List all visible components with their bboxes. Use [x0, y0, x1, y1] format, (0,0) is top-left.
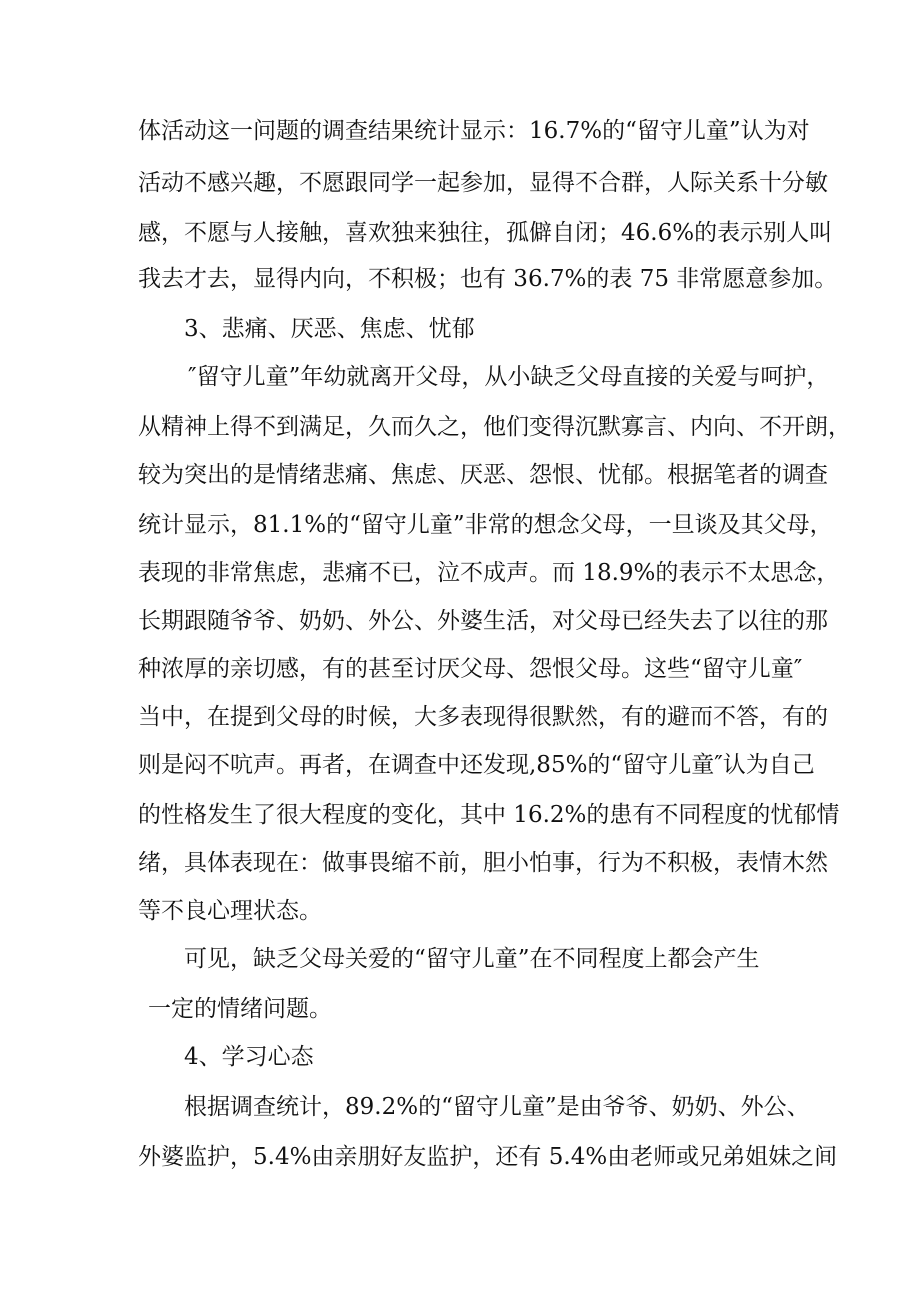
paragraph-line: 表现的非常焦虑，悲痛不已，泣不成声。而 18.9%的表示不太思念， [138, 560, 840, 586]
paragraph-line: 体活动这一问题的调查结果统计显示：16.7%的“留守儿童”认为对 [138, 118, 810, 144]
paragraph-line: 感，不愿与人接触，喜欢独来独往，孤僻自闭；46.6%的表示别人叫 [138, 220, 833, 246]
paragraph-line: 的性格发生了很大程度的变化，其中 16.2%的患有不同程度的忧郁情 [138, 802, 840, 828]
paragraph-line: 较为突出的是情绪悲痛、焦虑、厌恶、怨恨、忧郁。根据笔者的调查 [138, 462, 828, 488]
paragraph-line: 我去才去，显得内向，不积极；也有 36.7%的表 75 非常愿意参加。 [138, 266, 838, 292]
paragraph-line: 从精神上得不到满足，久而久之，他们变得沉默寡言、内向、不开朗， [138, 414, 851, 440]
paragraph-line: 当中，在提到父母的时候，大多表现得很默然，有的避而不答，有的 [138, 704, 828, 730]
paragraph-line: 则是闷不吭声。再者，在调查中还发现,85%的“留守儿童″认为自己 [138, 752, 815, 778]
paragraph-line: ″留守儿童”年幼就离开父母，从小缺乏父母直接的关爱与呵护， [188, 364, 830, 390]
paragraph-line: 等不良心理状态。 [138, 898, 322, 924]
paragraph-line: 可见，缺乏父母关爱的“留守儿童”在不同程度上都会产生 [184, 946, 760, 972]
paragraph-line: 一定的情绪问题。 [148, 996, 332, 1022]
paragraph-line: 活动不感兴趣，不愿跟同学一起参加，显得不合群，人际关系十分敏 [138, 170, 828, 196]
section-heading: 4、学习心态 [184, 1044, 314, 1070]
paragraph-line: 绪，具体表现在：做事畏缩不前，胆小怕事，行为不积极，表情木然 [138, 850, 828, 876]
section-heading: 3、悲痛、厌恶、焦虑、忧郁 [184, 316, 475, 342]
paragraph-line: 根据调查统计，89.2%的“留守儿童”是由爷爷、奶奶、外公、 [184, 1094, 810, 1120]
paragraph-line: 统计显示，81.1%的“留守儿童”非常的想念父母，一旦谈及其父母， [138, 512, 833, 538]
paragraph-line: 外婆监护，5.4%由亲朋好友监护，还有 5.4%由老师或兄弟姐妹之间 [138, 1144, 838, 1170]
paragraph-line: 种浓厚的亲切感，有的甚至讨厌父母、怨恨父母。这些“留守儿童″ [138, 656, 803, 682]
paragraph-line: 长期跟随爷爷、奶奶、外公、外婆生活，对父母已经失去了以往的那 [138, 608, 828, 634]
